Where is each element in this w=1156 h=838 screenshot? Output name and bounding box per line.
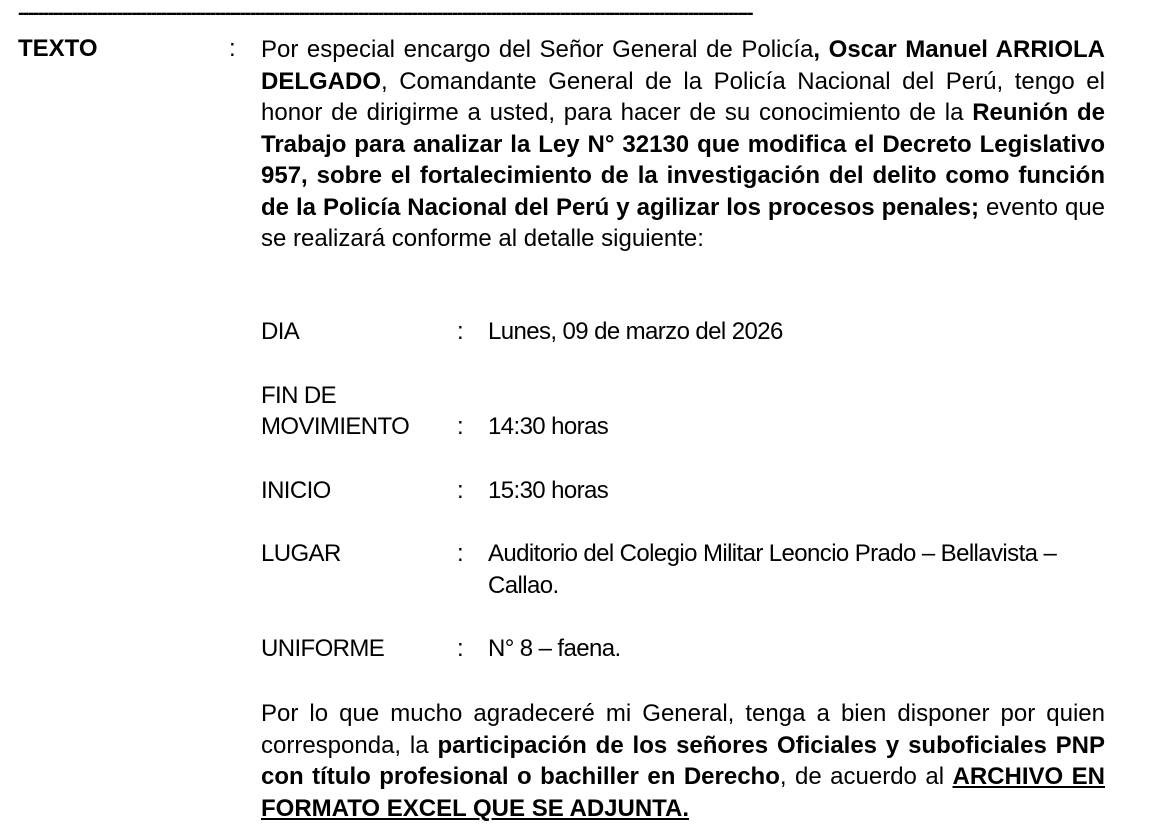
- closing-paragraph: [261, 698, 1105, 824]
- participation-text: participación de los señores Oficiales y suboficiales PNP con título profesional o bachiller en Derecho: [261, 731, 1105, 790]
- texto-colon: :: [229, 35, 236, 62]
- commander-name: , Oscar Manuel ARRIOLA DELGADO: [261, 36, 1105, 95]
- body-paragraph: [261, 34, 1105, 255]
- detail-colon: :: [457, 318, 464, 345]
- detail-value: 15:30 horas: [488, 477, 609, 504]
- detail-key: UNIFORME: [261, 635, 385, 662]
- detail-key: FIN DE: [261, 382, 337, 409]
- detail-key: MOVIMIENTO: [261, 413, 410, 440]
- detail-key: INICIO: [261, 477, 331, 504]
- body-text-1: Por especial encargo del Señor General de Policía: [261, 36, 814, 63]
- detail-value: 14:30 horas: [488, 413, 609, 440]
- meeting-subject: Reunión de Trabajo para analizar la Ley N° 32130 que modifica el Decreto Legislativo 957, sobre el fortalecimiento de la investigación del delito como función de la Policía Nacional del Perú y agilizar los procesos penales;: [261, 99, 1106, 221]
- separator-line: -----------------------------------------------------------------------------------------------------------------------------------------------------: [18, 4, 753, 24]
- detail-colon: :: [457, 413, 464, 440]
- texto-label: TEXTO: [18, 35, 98, 62]
- detail-value: Lunes, 09 de marzo del 2026: [488, 318, 783, 345]
- closing-text-2: , de acuerdo al: [779, 763, 953, 790]
- detail-colon: :: [457, 540, 464, 567]
- detail-key: LUGAR: [261, 540, 341, 567]
- detail-key: DIA: [261, 318, 300, 345]
- detail-colon: :: [457, 635, 464, 662]
- detail-value: N° 8 – faena.: [488, 635, 621, 662]
- body-text-2: , Comandante General de la Policía Nacional del Perú, tengo el honor de dirigirme a usted, para hacer de su conocimiento de la: [261, 67, 1105, 126]
- body-text-3: evento que se realizará conforme al detalle siguiente:: [261, 193, 1106, 252]
- attachment-note: ARCHIVO EN FORMATO EXCEL QUE SE ADJUNTA.: [261, 763, 1105, 822]
- detail-colon: :: [457, 477, 464, 504]
- closing-text-1: Por lo que mucho agradeceré mi General, tenga a bien disponer por quien corresponda, la: [261, 700, 1105, 759]
- detail-value: Auditorio del Colegio Militar Leoncio Prado – Bellavista – Callao.: [488, 540, 1057, 599]
